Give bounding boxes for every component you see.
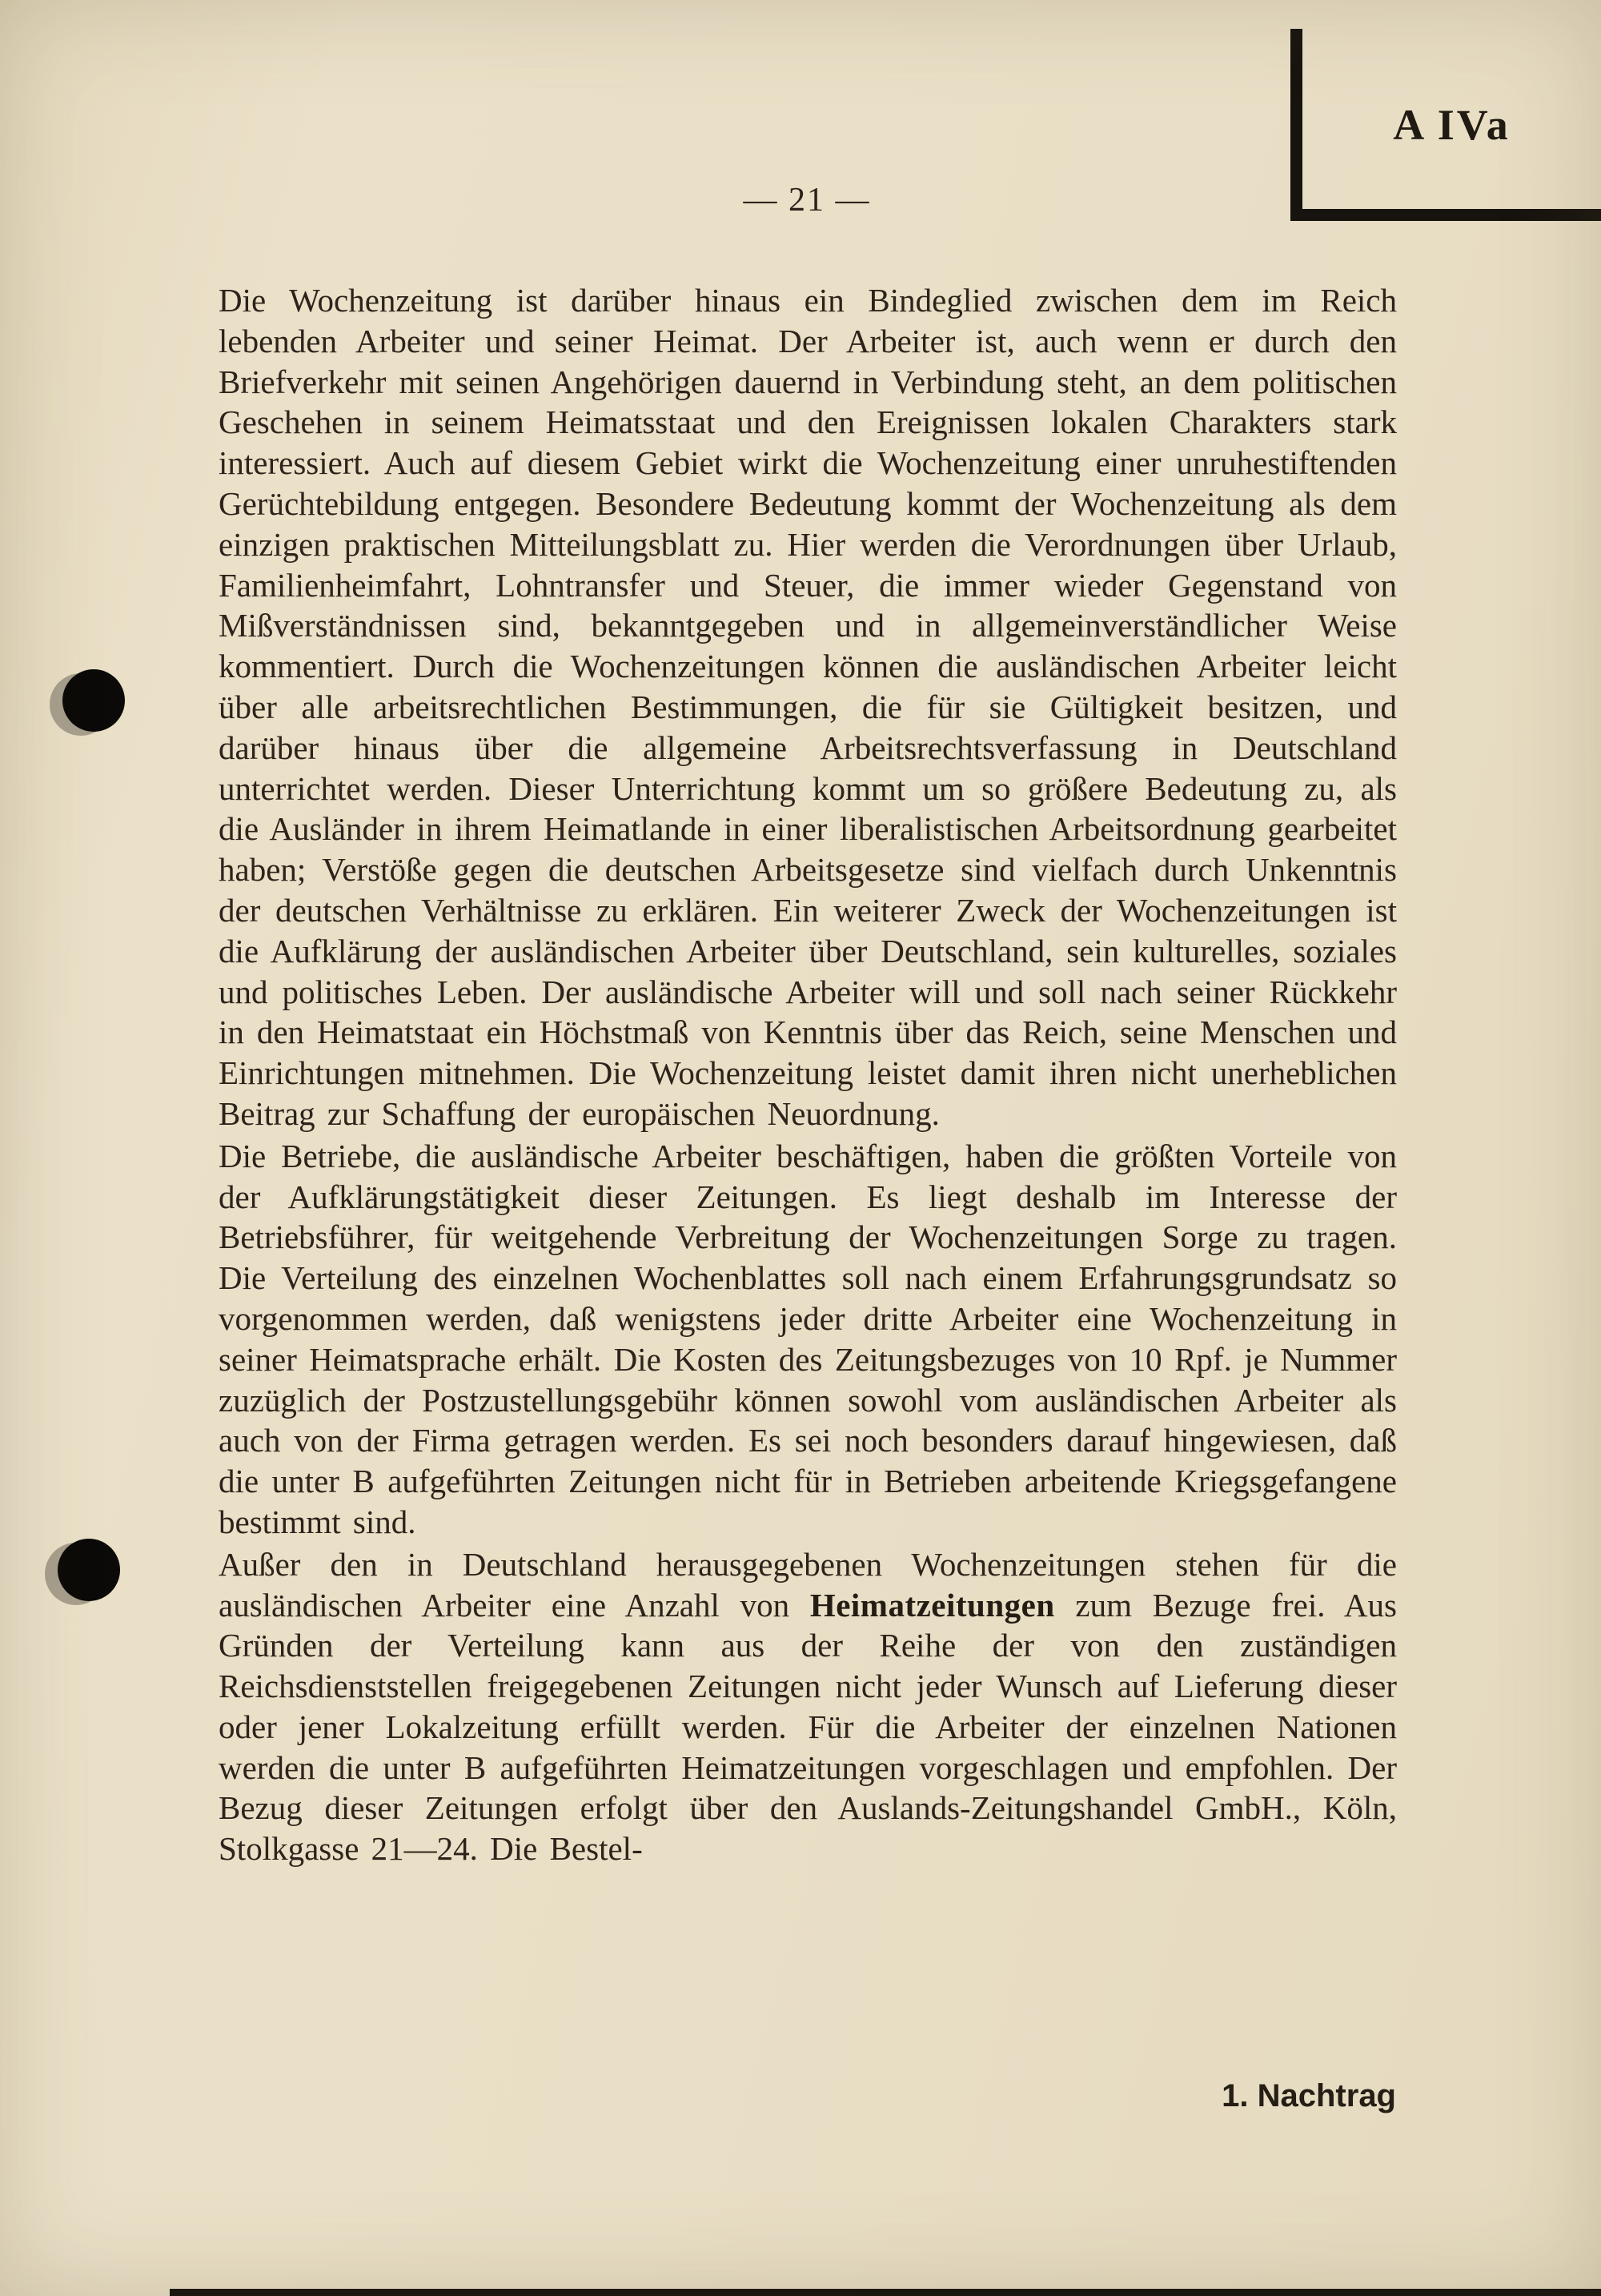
classification-label: A IVa: [1393, 100, 1511, 149]
paragraph-3-emphasis: Heimatzeitungen: [809, 1586, 1055, 1624]
nachtrag-label: 1. Nachtrag: [1222, 2078, 1396, 2113]
page-bottom-edge: [170, 2289, 1601, 2296]
page-number: — 21 —: [743, 182, 871, 219]
body-text: [219, 280, 1397, 1869]
paragraph-3-text: Außer den in Deutschland herausgegebenen Wochenzeitungen stehen für die ausländischen Arbeiter eine Anzahl von: [219, 1545, 1397, 1624]
paragraph-3-text-continued: zum Bezuge frei. Aus Gründen der Verteilung kann aus der Reihe der von den zuständigen Reichsdienststellen freigegebenen Zeitungen nicht jeder Wunsch auf Lieferung dieser oder jener Lokalzeitung erfüllt werden. Für die Arbeiter der einzelnen Nationen werden die unter B aufgeführten Heimatzeitungen vorgeschlagen und empfohlen. Der Bezug dieser Zeitungen erfolgt über den Auslands-Zeitungshandel GmbH., Köln, Stolkgasse 21—24. Die Bestel-: [219, 1586, 1397, 1868]
paragraph-1: Die Wochenzeitung ist darüber hinaus ein Bindeglied zwischen dem im Reich lebenden Arbeiter und seiner Heimat. Der Arbeiter ist, auch wenn er durch den Briefverkehr mit seinen Angehörigen dauernd in Verbindung steht, an dem politischen Geschehen in seinem Heimatsstaat und den Ereignissen lokalen Charakters stark interessiert. Auch auf diesem Gebiet wirkt die Wochenzeitung einer unruhestiftenden Gerüchtebildung entgegen. Besondere Bedeutung kommt der Wochenzeitung als dem einzigen praktischen Mitteilungsblatt zu. Hier werden die Verordnungen über Urlaub, Familienheimfahrt, Lohntransfer und Steuer, die immer wieder Gegenstand von Mißverständnissen sind, bekanntgegeben und in allgemeinverständlicher Weise kommentiert. Durch die Wochenzeitungen können die ausländischen Arbeiter leicht über alle arbeitsrechtlichen Bestimmungen, die für sie Gültigkeit besitzen, und darüber hinaus über die allgemeine Arbeitsrechtsverfassung in Deutschland unterrichtet werden. Dieser Unterrichtung kommt um so größere Bedeutung zu, als die Ausländer in ihrem Heimatlande in einer liberalistischen Arbeitsordnung gearbeitet haben; Verstöße gegen die deutschen Arbeitsgesetze sind vielfach durch Unkenntnis der deutschen Verhältnisse zu erklären. Ein weiterer Zweck der Wochenzeitungen ist die Aufklärung der ausländischen Arbeiter über Deutschland, sein kulturelles, soziales und politisches Leben. Der ausländische Arbeiter will und soll nach seiner Rückkehr in den Heimatstaat ein Höchstmaß von Kenntnis über das Reich, seine Menschen und Einrichtungen mitnehmen. Die Wochenzeitung leistet damit ihren nicht unerheblichen Beitrag zur Schaffung der europäischen Neuordnung.: [219, 282, 1397, 1132]
hole-punch-bottom: [58, 1539, 120, 1601]
hole-punch-top: [62, 669, 125, 732]
paragraph-3: [219, 1544, 1397, 1869]
paragraph-2: Die Betriebe, die ausländische Arbeiter beschäftigen, haben die größten Vorteile von der Aufklärungstätigkeit dieser Zeitungen. Es liegt deshalb im Interesse der Betriebsführer, für weitgehende Verbreitung der Wochenzeitungen Sorge zu tragen. Die Verteilung des einzelnen Wochenblattes soll nach einem Erfahrungsgrundsatz so vorgenommen werden, daß wenigstens jeder dritte Arbeiter eine Wochenzeitung in seiner Heimatsprache erhält. Die Kosten des Zeitungsbezuges von 10 Rpf. je Nummer zuzüglich der Postzustellungsgebühr können sowohl vom ausländischen Arbeiter als auch von der Firma getragen werden. Es sei noch besonders darauf hingewiesen, daß die unter B aufgeführten Zeitungen nicht für in Betrieben arbeitende Kriegsgefangene bestimmt sind.: [219, 1137, 1397, 1540]
